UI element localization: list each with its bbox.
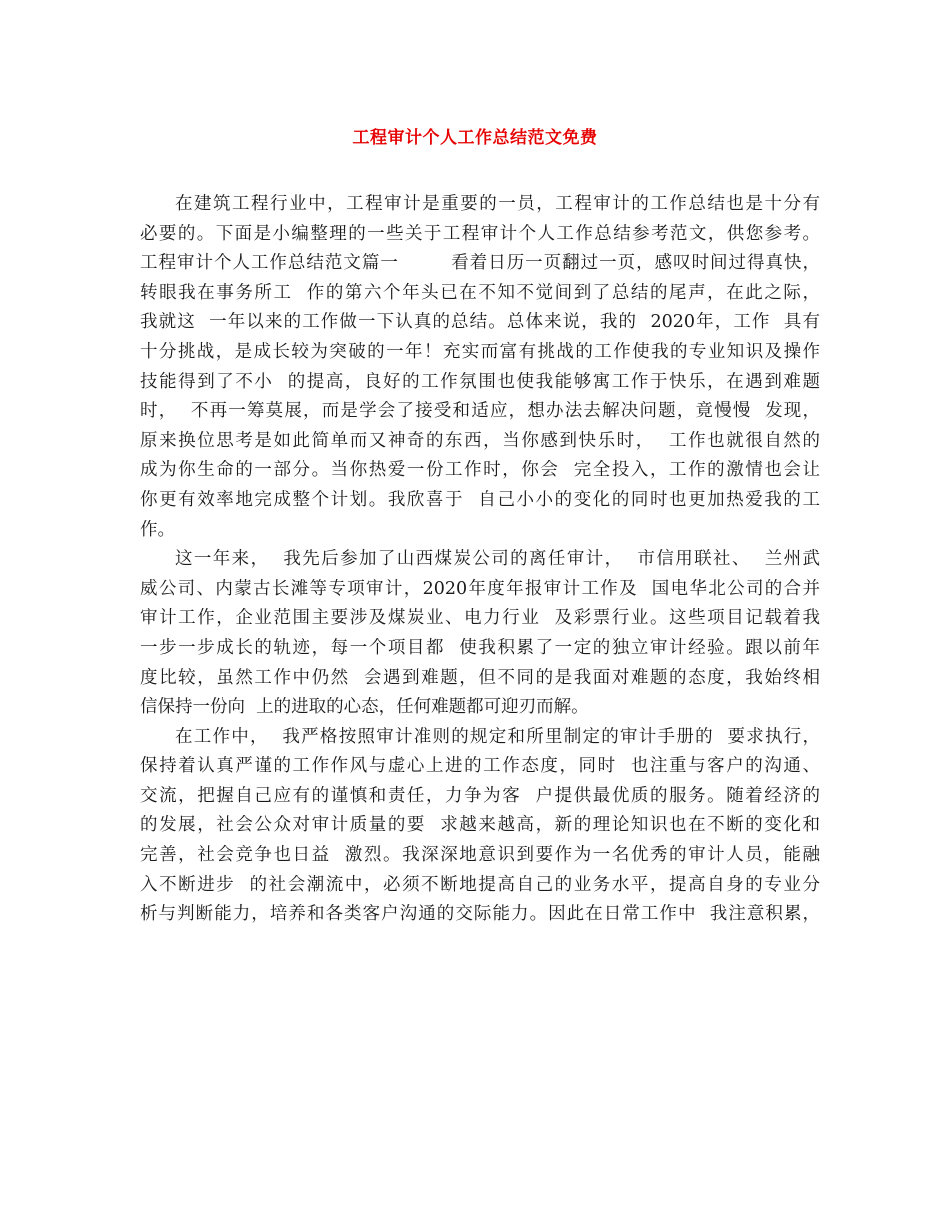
document-body xyxy=(140,190,820,930)
text-line: 度比较，虽然工作中仍然 会遇到难题，但不同的是我面对难题的态度，我始终相 xyxy=(140,667,820,688)
text-line: 十分挑战，是成长较为突破的一年！充实而富有挑战的工作使我的专业知识及操作 xyxy=(140,341,820,362)
text-line: 在建筑工程行业中，工程审计是重要的一员，工程审计的工作总结也是十分有 xyxy=(175,194,820,214)
text-line: 审计工作，企业范围主要涉及煤炭业、电力行业 及彩票行业。这些项目记载着我 xyxy=(140,608,820,629)
text-line: 保持着认真严谨的工作作风与虚心上进的工作态度，同时 也注重与客户的沟通、 xyxy=(140,756,820,777)
text-line: 必要的。下面是小编整理的一些关于工程审计个人工作总结参考范文，供您参考。 xyxy=(140,223,820,244)
text-line: 在工作中， 我严格按照审计准则的规定和所里制定的审计手册的 要求执行， xyxy=(175,726,820,747)
text-line: 工程审计个人工作总结范文篇一 看着日历一页翻过一页，感叹时间过得真快， xyxy=(140,253,820,274)
text-line: 信保持一份向 上的进取的心态，任何难题都可迎刃而解。 xyxy=(140,697,589,718)
text-line: 这一年来， 我先后参加了山西煤炭公司的离任审计， 市信用联社、 兰州武 xyxy=(175,549,820,570)
text-line: 成为你生命的一部分。当你热爱一份工作时，你会 完全投入，工作的激情也会让 xyxy=(140,460,820,481)
paragraph-2 xyxy=(140,545,820,723)
text-line: 作。 xyxy=(140,519,175,540)
text-line: 技能得到了不小 的提高，良好的工作氛围也使我能够寓工作于快乐，在遇到难题 xyxy=(140,371,820,392)
text-line: 原来换位思考是如此简单而又神奇的东西，当你感到快乐时， 工作也就很自然的 xyxy=(140,430,820,451)
paragraph-3 xyxy=(140,723,820,930)
text-line: 的发展，社会公众对审计质量的要 求越来越高，新的理论知识也在不断的变化和 xyxy=(140,815,820,836)
text-line: 我就这 一年以来的工作做一下认真的总结。总体来说，我的 2020年，工作 具有 xyxy=(140,312,820,333)
document-title: 工程审计个人工作总结范文免费 xyxy=(352,128,598,148)
text-line: 一步一步成长的轨迹，每一个项目都 使我积累了一定的独立审计经验。跟以前年 xyxy=(140,637,820,658)
text-line: 入不断进步 的社会潮流中，必须不断地提高自己的业务水平，提高自身的专业分 xyxy=(140,874,820,895)
text-line: 完善，社会竞争也日益 激烈。我深深地意识到要作为一名优秀的审计人员，能融 xyxy=(140,845,820,866)
text-line: 你更有效率地完成整个计划。我欣喜于 自己小小的变化的同时也更加热爱我的工 xyxy=(140,489,820,510)
text-line: 转眼我在事务所工 作的第六个年头已在不知不觉间到了总结的尾声，在此之际， xyxy=(140,282,820,303)
paragraph-1 xyxy=(140,190,820,545)
text-line: 时， 不再一筹莫展，而是学会了接受和适应，想办法去解决问题，竟慢慢 发现， xyxy=(140,401,820,422)
text-line: 威公司、内蒙古长滩等专项审计，2020年度年报审计工作及 国电华北公司的合并 xyxy=(140,578,820,599)
text-line: 交流，把握自己应有的谨慎和责任，力争为客 户提供最优质的服务。随着经济的 xyxy=(140,785,820,806)
text-line: 析与判断能力，培养和各类客户沟通的交际能力。因此在日常工作中 我注意积累， xyxy=(140,904,820,925)
